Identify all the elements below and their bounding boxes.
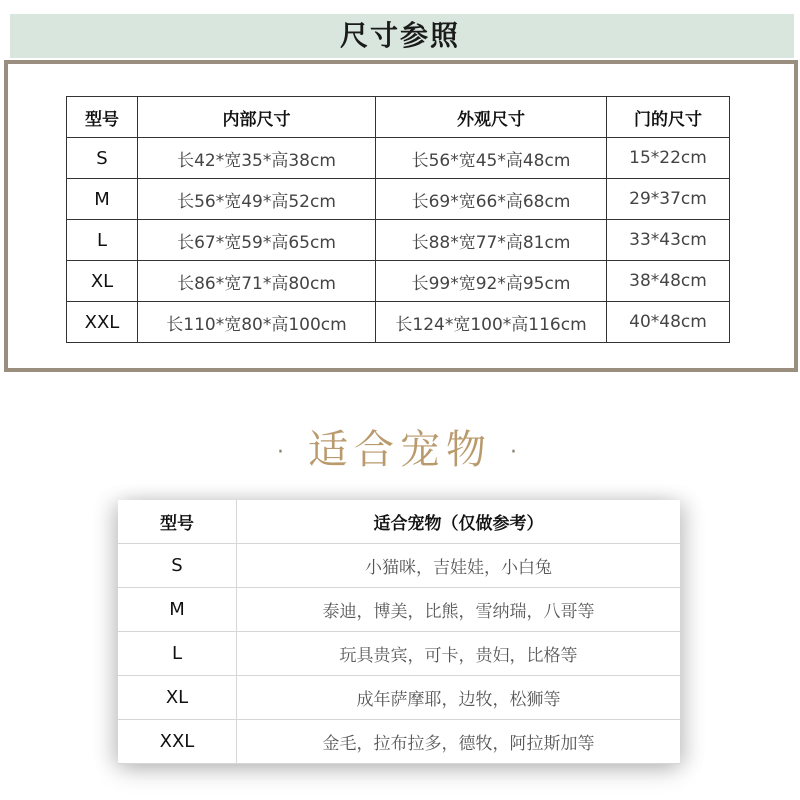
size-table-header-row — [67, 97, 730, 138]
model-cell: S — [67, 138, 138, 179]
pets-heading-text: 适合宠物 — [308, 427, 492, 473]
table-row — [67, 138, 730, 179]
table-row — [118, 720, 680, 764]
page-title: 尺寸参照 — [339, 19, 460, 52]
table-row — [67, 302, 730, 343]
table-row — [67, 220, 730, 261]
inner-size-cell: 长86*宽71*高80cm — [138, 261, 376, 302]
pets-cell: 金毛，拉布拉多，德牧，阿拉斯加等 — [237, 720, 681, 764]
table-row — [67, 261, 730, 302]
table-row — [118, 632, 680, 676]
outer-size-cell: 长56*宽45*高48cm — [376, 138, 607, 179]
pets-cell: 泰迪，博美，比熊，雪纳瑞，八哥等 — [237, 588, 681, 632]
inner-size-cell: 长42*宽35*高38cm — [138, 138, 376, 179]
pets-cell: 成年萨摩耶，边牧，松狮等 — [237, 676, 681, 720]
model-cell: XL — [118, 676, 237, 720]
model-cell: XXL — [67, 302, 138, 343]
inner-size-cell: 长67*宽59*高65cm — [138, 220, 376, 261]
heading-dot-right: · — [510, 439, 523, 465]
outer-size-cell: 长69*宽66*高68cm — [376, 179, 607, 220]
inner-size-cell: 长56*宽49*高52cm — [138, 179, 376, 220]
door-size-cell: 40*48cm — [607, 302, 730, 343]
col-header-outer-size: 外观尺寸 — [376, 97, 607, 138]
door-size-cell: 33*43cm — [607, 220, 730, 261]
pets-table-header-row — [118, 500, 680, 544]
inner-size-cell: 长110*宽80*高100cm — [138, 302, 376, 343]
model-cell: M — [118, 588, 237, 632]
outer-size-cell: 长88*宽77*高81cm — [376, 220, 607, 261]
col-header-model: 型号 — [118, 500, 237, 544]
pets-cell: 小猫咪，吉娃娃，小白兔 — [237, 544, 681, 588]
model-cell: M — [67, 179, 138, 220]
heading-dot-left: · — [277, 439, 290, 465]
model-cell: S — [118, 544, 237, 588]
table-row — [118, 588, 680, 632]
pets-section-heading — [0, 418, 800, 475]
col-header-model: 型号 — [67, 97, 138, 138]
col-header-inner-size: 内部尺寸 — [138, 97, 376, 138]
model-cell: XXL — [118, 720, 237, 764]
col-header-suitable-pets: 适合宠物（仅做参考） — [237, 500, 681, 544]
door-size-cell: 15*22cm — [607, 138, 730, 179]
model-cell: XL — [67, 261, 138, 302]
model-cell: L — [67, 220, 138, 261]
pets-table — [118, 500, 680, 764]
outer-size-cell: 长99*宽92*高95cm — [376, 261, 607, 302]
size-table — [66, 96, 730, 343]
pets-cell: 玩具贵宾，可卡，贵妇，比格等 — [237, 632, 681, 676]
outer-size-cell: 长124*宽100*高116cm — [376, 302, 607, 343]
model-cell: L — [118, 632, 237, 676]
table-row — [67, 179, 730, 220]
table-row — [118, 544, 680, 588]
table-row — [118, 676, 680, 720]
col-header-door-size: 门的尺寸 — [607, 97, 730, 138]
door-size-cell: 38*48cm — [607, 261, 730, 302]
door-size-cell: 29*37cm — [607, 179, 730, 220]
